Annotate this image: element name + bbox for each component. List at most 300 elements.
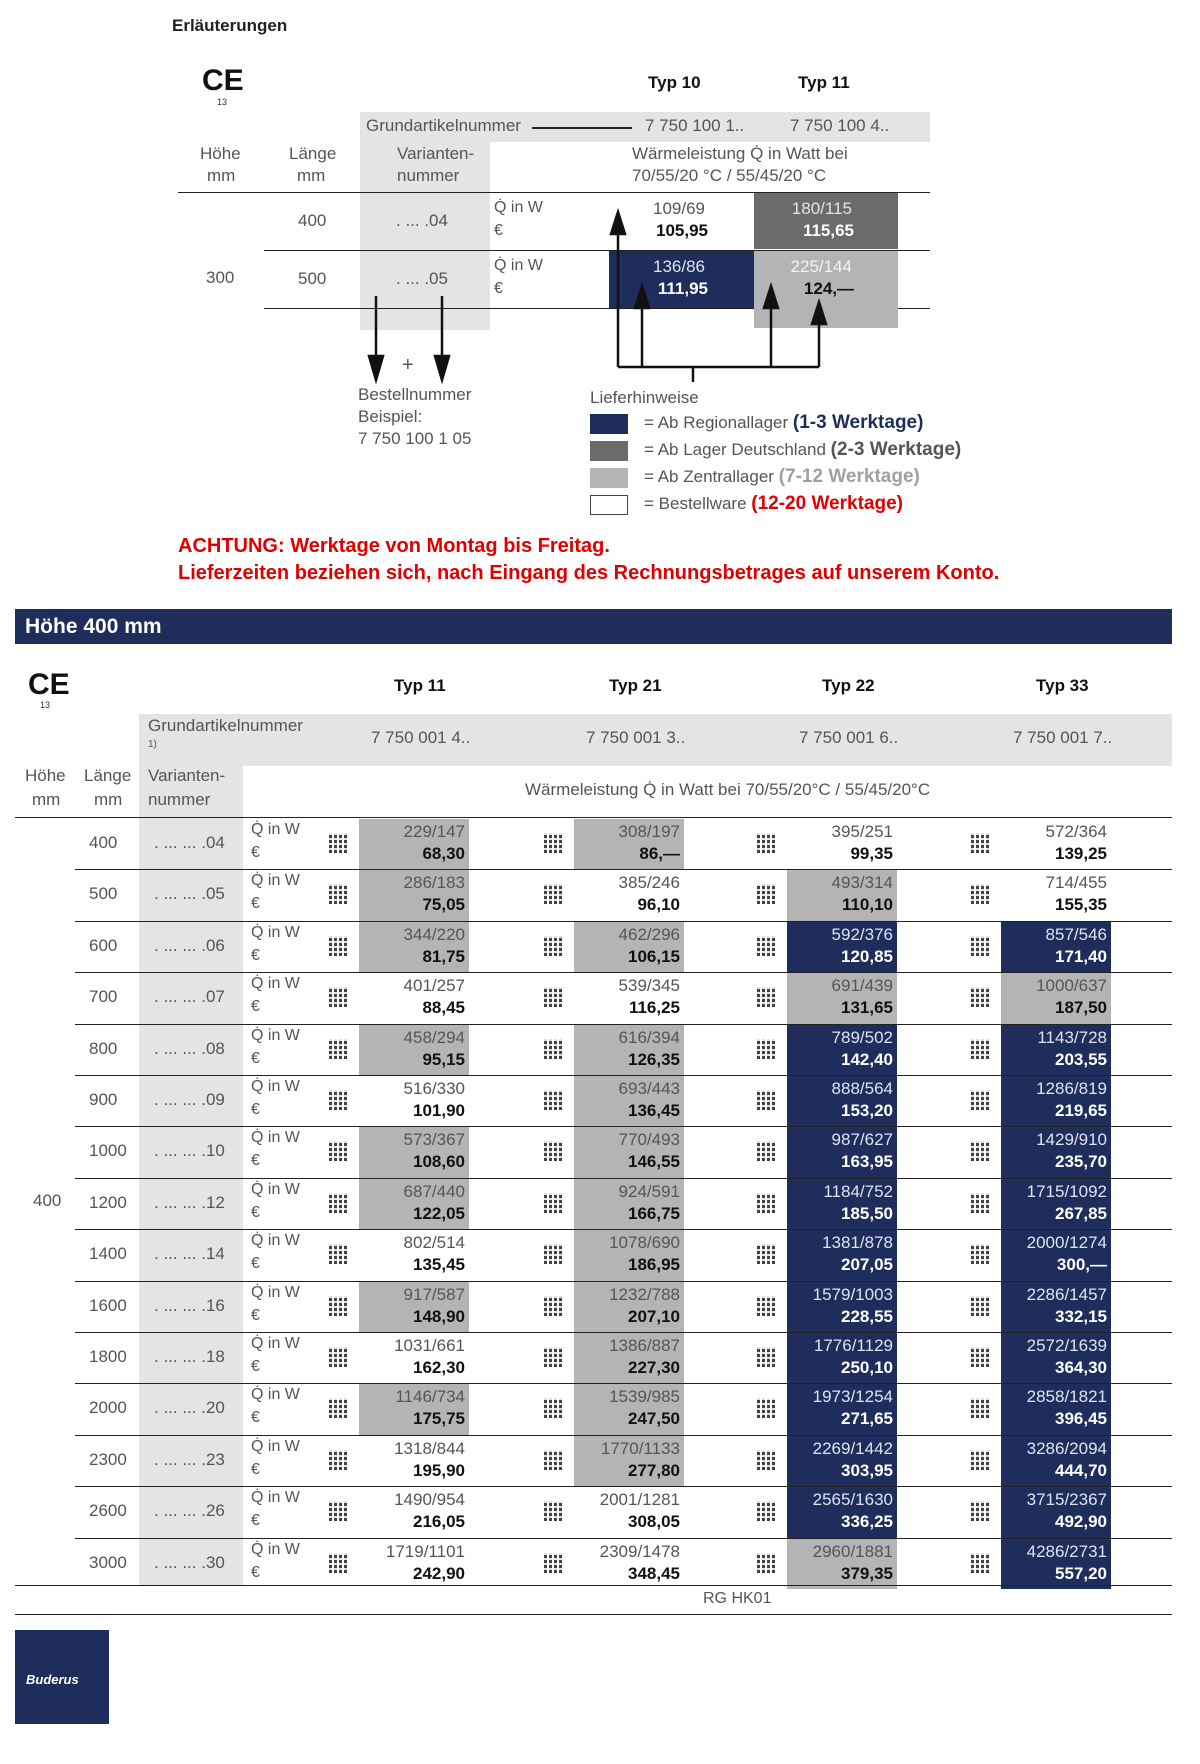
cell-value: 225/144 [790, 257, 852, 276]
price: 146,55 [628, 1152, 680, 1172]
price: 336,25 [841, 1512, 893, 1532]
euro-label: € [251, 1563, 260, 1581]
price: 303,95 [841, 1460, 893, 1480]
heat-output: 1715/1092 [1026, 1181, 1107, 1201]
datamatrix-icon [971, 833, 991, 853]
q-label: Q̇ in W [251, 1540, 300, 1558]
datamatrix-icon [329, 1193, 349, 1213]
divider [75, 1126, 1172, 1127]
heat-output: 1078/690 [609, 1233, 680, 1253]
laenge-value: 2600 [89, 1501, 127, 1521]
variant-value: . ... .05 [396, 269, 448, 288]
price: 271,65 [841, 1409, 893, 1429]
price-cell [787, 1487, 897, 1537]
price-cell [1001, 1333, 1111, 1383]
price-cell [574, 1076, 684, 1126]
legend-text: = Ab Regionallager [644, 413, 789, 432]
price: 162,30 [413, 1358, 465, 1377]
laenge-value: 1200 [89, 1192, 127, 1212]
price-cell [359, 1076, 469, 1126]
price: 110,10 [841, 895, 893, 915]
grundartikel-line [532, 127, 632, 129]
heat-output: 2960/1881 [812, 1541, 893, 1561]
warning-line-1: ACHTUNG: Werktage von Montag bis Freitag. [178, 535, 610, 557]
price-cell [574, 1333, 684, 1383]
laenge-value: 400 [298, 211, 327, 230]
heat-output: 616/394 [618, 1027, 680, 1047]
datamatrix-icon [544, 1501, 564, 1521]
variant-value: . ... ... .09 [154, 1090, 225, 1109]
cell-price: 115,65 [802, 221, 854, 240]
laenge-value: 600 [89, 935, 118, 955]
price-cell [787, 1230, 897, 1280]
datamatrix-icon [971, 884, 991, 904]
heat-output: 1146/734 [395, 1387, 465, 1407]
price-cell [359, 973, 469, 1023]
divider [75, 1075, 1172, 1076]
price-cell [1001, 1230, 1111, 1280]
datamatrix-icon [544, 1398, 564, 1418]
datamatrix-icon [329, 833, 349, 853]
heat-output: 572/364 [1045, 822, 1107, 841]
price: 242,90 [413, 1563, 465, 1583]
price: 277,80 [628, 1460, 680, 1480]
price-cell [574, 870, 684, 920]
price: 187,50 [1055, 998, 1107, 1018]
type-header: Typ 21 [609, 676, 662, 695]
heat-output: 462/296 [618, 924, 680, 944]
heat-output: 1232/788 [609, 1284, 680, 1304]
euro-label: € [251, 1460, 260, 1478]
datamatrix-icon [971, 1193, 991, 1213]
datamatrix-icon [757, 833, 777, 853]
price-cell [1001, 1282, 1111, 1332]
euro-label: € [251, 1101, 260, 1118]
euro-label: € [251, 1512, 260, 1530]
price-cell [574, 1282, 684, 1332]
variant-value: . ... ... .08 [154, 1038, 225, 1058]
price: 131,65 [841, 998, 893, 1018]
variant-value: . ... ... .23 [154, 1449, 225, 1469]
datamatrix-icon [971, 1347, 991, 1367]
heat-output: 987/627 [831, 1130, 893, 1150]
price-cell [574, 1127, 684, 1177]
price: 139,25 [1055, 844, 1107, 863]
price-cell [574, 973, 684, 1023]
datamatrix-icon [757, 1296, 777, 1316]
q-label: Q̇ in W [251, 923, 300, 941]
heat-output: 789/502 [831, 1027, 893, 1047]
grund-value: 7 750 001 3.. [586, 728, 686, 747]
q-label: Q̇ in W [251, 1180, 300, 1198]
datamatrix-icon [544, 833, 564, 853]
cell-price: 111,95 [657, 279, 708, 298]
datamatrix-icon [544, 1296, 564, 1316]
datamatrix-icon [329, 1398, 349, 1418]
price: 207,05 [841, 1255, 893, 1275]
price-cell [1001, 1539, 1111, 1589]
divider [75, 869, 1172, 870]
delivery-legend [590, 412, 1010, 522]
price-cell [574, 1384, 684, 1434]
datamatrix-icon [971, 987, 991, 1007]
price-cell [1001, 922, 1111, 972]
price-cell [359, 922, 469, 972]
price-cell [1001, 870, 1111, 920]
price-cell [574, 1436, 684, 1486]
heat-output: 1381/878 [822, 1233, 893, 1253]
euro-label: € [251, 1049, 260, 1067]
price-cell [787, 1436, 897, 1486]
waerme-label-1: Wärmeleistung Q̇ in Watt bei [632, 144, 848, 163]
heat-output: 539/345 [618, 976, 680, 996]
datamatrix-icon [971, 1501, 991, 1521]
laenge-unit: mm [297, 166, 326, 185]
grund-value: 7 750 001 4.. [371, 728, 471, 747]
datamatrix-icon [544, 1141, 564, 1161]
datamatrix-icon [757, 1141, 777, 1161]
price-cell [1001, 1127, 1111, 1177]
datamatrix-icon [329, 1450, 349, 1470]
cell-price: 124,— [803, 279, 854, 298]
euro-label: € [251, 946, 260, 964]
price: 81,75 [422, 946, 465, 966]
datamatrix-icon [757, 1193, 777, 1213]
price: 247,50 [628, 1409, 680, 1429]
price-cell [359, 1127, 469, 1177]
legend-text: = Ab Lager Deutschland [644, 440, 826, 459]
price: 106,15 [628, 946, 680, 966]
variant-value: . ... ... .18 [154, 1347, 225, 1366]
heat-output: 857/546 [1045, 924, 1107, 944]
warning-line-2: Lieferzeiten beziehen sich, nach Eingang des Rechnungsbetrages auf unserem Konto. [178, 562, 1000, 584]
typ10-header: Typ 10 [648, 73, 701, 92]
price-cell [1001, 819, 1111, 869]
heat-output: 458/294 [403, 1027, 465, 1047]
euro-label: € [494, 280, 503, 297]
heat-output: 229/147 [403, 822, 465, 841]
datamatrix-icon [544, 1193, 564, 1213]
bestell-example: 7 750 100 1 05 [358, 429, 472, 448]
laenge-value: 1000 [89, 1141, 127, 1161]
price-cell [574, 819, 684, 869]
heat-output: 1031/661 [394, 1336, 465, 1355]
heat-output: 1539/985 [609, 1387, 680, 1407]
datamatrix-icon [329, 1244, 349, 1264]
heat-output: 395/251 [831, 822, 893, 841]
datamatrix-icon [971, 1090, 991, 1110]
datamatrix-icon [544, 936, 564, 956]
datamatrix-icon [971, 1450, 991, 1470]
q-label: Q̇ in W [494, 199, 543, 216]
divider [75, 1024, 1172, 1025]
price-cell [787, 973, 897, 1023]
price-cell [1001, 1025, 1111, 1075]
datamatrix-icon [971, 1398, 991, 1418]
price: 163,95 [841, 1152, 893, 1172]
price-cell [1001, 1436, 1111, 1486]
heat-output: 385/246 [618, 873, 680, 893]
price: 153,20 [841, 1101, 893, 1120]
heat-output: 2858/1821 [1026, 1387, 1107, 1407]
legend-highlight: (12-20 Werktage) [751, 493, 903, 514]
price: 166,75 [628, 1203, 680, 1223]
hoehe-label: Höhe [200, 144, 241, 163]
price: 364,30 [1055, 1358, 1107, 1377]
price: 235,70 [1055, 1152, 1107, 1172]
price: 122,05 [413, 1203, 465, 1223]
grund-typ11: 7 750 100 4.. [790, 116, 890, 135]
price: 557,20 [1055, 1563, 1107, 1583]
price: 148,90 [413, 1306, 465, 1326]
liefer-title: Lieferhinweise [590, 388, 699, 407]
datamatrix-icon [757, 1090, 777, 1110]
price: 68,30 [422, 844, 465, 863]
legend-swatch [590, 468, 628, 488]
datamatrix-icon [757, 1347, 777, 1367]
divider [75, 1435, 1172, 1436]
laenge-value: 500 [89, 884, 118, 904]
variant-value: . ... ... .12 [154, 1192, 225, 1212]
price: 99,35 [850, 844, 893, 863]
section-header [15, 609, 1172, 644]
datamatrix-icon [757, 936, 777, 956]
cell-value: 180/115 [791, 199, 852, 218]
hoehe-label: Höhe [25, 766, 66, 785]
heat-output: 592/376 [831, 924, 893, 944]
laenge-unit: mm [94, 790, 123, 809]
legend-swatch [590, 441, 628, 461]
q-label: Q̇ in W [251, 1026, 300, 1044]
divider [75, 972, 1172, 973]
price: 492,90 [1055, 1512, 1107, 1532]
datamatrix-icon [971, 1553, 991, 1573]
price-cell [359, 1384, 469, 1434]
price: 88,45 [422, 998, 465, 1018]
price-cell [787, 1127, 897, 1177]
variant-label-1: Varianten- [397, 144, 475, 163]
type-header: Typ 22 [822, 676, 875, 695]
datamatrix-icon [544, 1039, 564, 1059]
price: 228,55 [841, 1306, 893, 1326]
grundartikel-note: 1) [148, 739, 157, 750]
price: 379,35 [841, 1563, 893, 1583]
laenge-value: 3000 [89, 1552, 127, 1572]
variant-value: . ... ... .16 [154, 1295, 225, 1315]
datamatrix-icon [329, 1347, 349, 1367]
laenge-value: 2300 [89, 1449, 127, 1469]
heat-output: 1318/844 [394, 1438, 465, 1458]
laenge-label: Länge [289, 144, 337, 163]
price: 142,40 [841, 1049, 893, 1069]
heat-output: 308/197 [618, 822, 680, 841]
divider [75, 1486, 1172, 1487]
datamatrix-icon [757, 987, 777, 1007]
q-label: Q̇ in W [251, 821, 300, 838]
ce-sub: 13 [40, 700, 51, 710]
euro-label: € [251, 1255, 260, 1273]
price: 120,85 [841, 946, 893, 966]
grund-typ10: 7 750 100 1.. [645, 116, 745, 135]
heat-output: 1490/954 [394, 1490, 465, 1510]
euro-label: € [251, 1306, 260, 1324]
variant-label-2: nummer [397, 166, 460, 185]
price-cell [787, 1384, 897, 1434]
price: 75,05 [422, 895, 465, 915]
heat-output: 493/314 [831, 873, 893, 893]
heat-output: 691/439 [831, 976, 893, 996]
price: 195,90 [413, 1460, 465, 1480]
price: 171,40 [1055, 946, 1107, 966]
price-cell [359, 1487, 469, 1537]
section-title-erlaeuterungen: Erläuterungen [172, 16, 288, 35]
datamatrix-icon [329, 1039, 349, 1059]
q-label: Q̇ in W [251, 1283, 300, 1301]
price: 101,90 [413, 1101, 465, 1120]
price: 396,45 [1055, 1409, 1107, 1429]
brand-name: Buderus [26, 1672, 79, 1687]
price: 444,70 [1055, 1460, 1107, 1480]
heat-output: 2001/1281 [599, 1490, 680, 1510]
price-cell [1001, 1179, 1111, 1229]
divider [75, 921, 1172, 922]
price-cell [787, 1282, 897, 1332]
heat-output: 2309/1478 [599, 1541, 680, 1561]
datamatrix-icon [544, 884, 564, 904]
datamatrix-icon [329, 1090, 349, 1110]
price: 175,75 [413, 1409, 465, 1429]
hoehe-value: 400 [33, 1191, 62, 1210]
euro-label: € [251, 844, 260, 861]
heat-output: 1776/1129 [813, 1336, 893, 1355]
price-cell [787, 1179, 897, 1229]
laenge-value: 400 [89, 833, 118, 852]
price: 108,60 [413, 1152, 465, 1172]
price-cell [574, 1539, 684, 1589]
laenge-value: 900 [89, 1090, 118, 1109]
heat-output: 1770/1133 [600, 1438, 680, 1458]
price-cell [574, 1487, 684, 1537]
laenge-value: 1400 [89, 1244, 127, 1264]
datamatrix-icon [757, 1450, 777, 1470]
datamatrix-icon [971, 1039, 991, 1059]
divider [75, 1178, 1172, 1179]
buderus-logo [15, 1630, 109, 1724]
heat-output: 1000/637 [1036, 976, 1107, 996]
euro-label: € [251, 1203, 260, 1221]
price: 86,— [639, 844, 680, 863]
price-cell [574, 1025, 684, 1075]
heat-output: 693/443 [618, 1079, 680, 1098]
euro-label: € [251, 998, 260, 1016]
variant-label-1: Varianten- [148, 766, 226, 785]
datamatrix-icon [544, 1244, 564, 1264]
datamatrix-icon [329, 1501, 349, 1521]
price-cell [359, 1179, 469, 1229]
price-cell [787, 922, 897, 972]
price: 267,85 [1055, 1203, 1107, 1223]
heat-output: 924/591 [618, 1181, 680, 1201]
q-label: Q̇ in W [251, 1335, 300, 1352]
legend-swatch [590, 414, 628, 434]
datamatrix-icon [329, 936, 349, 956]
datamatrix-icon [971, 1244, 991, 1264]
heat-output: 1429/910 [1036, 1130, 1107, 1150]
q-label: Q̇ in W [251, 872, 300, 890]
heat-output: 1386/887 [609, 1336, 680, 1355]
q-label: Q̇ in W [251, 1129, 300, 1147]
variant-value: . ... ... .20 [154, 1398, 225, 1418]
laenge-value: 2000 [89, 1398, 127, 1418]
datamatrix-icon [544, 1347, 564, 1367]
laenge-value: 1800 [89, 1347, 127, 1366]
variant-value: . ... ... .06 [154, 935, 225, 955]
heat-output: 1579/1003 [812, 1284, 893, 1304]
heat-output: 344/220 [403, 924, 465, 944]
datamatrix-icon [329, 1141, 349, 1161]
heat-output: 1184/752 [823, 1181, 893, 1201]
grundartikel-label: Grundartikelnummer [148, 716, 303, 735]
legend-highlight: (2-3 Werktage) [830, 439, 962, 460]
price: 185,50 [841, 1203, 893, 1223]
datamatrix-icon [757, 1244, 777, 1264]
datamatrix-icon [329, 1553, 349, 1573]
variant-value: . ... ... .07 [154, 987, 225, 1007]
legend-text: = Ab Zentrallager [644, 467, 774, 486]
heat-output: 2286/1457 [1026, 1284, 1107, 1304]
divider [75, 1229, 1172, 1230]
heat-output: 714/455 [1045, 873, 1107, 893]
euro-label: € [251, 1358, 260, 1375]
hoehe-value: 300 [206, 268, 235, 287]
cell-value: 136/86 [653, 257, 705, 276]
price: 250,10 [841, 1358, 893, 1377]
heat-output: 1286/819 [1036, 1079, 1107, 1098]
ce-sub: 13 [217, 97, 228, 107]
datamatrix-icon [757, 1501, 777, 1521]
grund-value: 7 750 001 7.. [1013, 728, 1113, 747]
price: 300,— [1056, 1255, 1107, 1275]
q-label: Q̇ in W [251, 1437, 300, 1455]
grundartikel-label: Grundartikelnummer [366, 116, 521, 135]
divider [15, 1614, 1172, 1615]
divider [75, 1538, 1172, 1539]
variant-value: . ... .04 [396, 211, 448, 230]
datamatrix-icon [757, 1039, 777, 1059]
plus-sign: + [402, 354, 414, 376]
cell-price: 105,95 [656, 221, 708, 240]
laenge-value: 800 [89, 1038, 118, 1058]
cell-value: 109/69 [653, 199, 705, 218]
price: 207,10 [628, 1306, 680, 1326]
q-label: Q̇ in W [494, 257, 543, 274]
heat-output: 1143/728 [1037, 1027, 1107, 1047]
heat-output: 888/564 [831, 1079, 893, 1098]
euro-label: € [251, 1409, 260, 1427]
datamatrix-icon [757, 884, 777, 904]
datamatrix-icon [544, 1090, 564, 1110]
waerme-label-2: 70/55/20 °C / 55/45/20 °C [632, 166, 827, 185]
variant-label-2: nummer [148, 790, 211, 809]
legend-text: = Bestellware [644, 494, 747, 513]
waerme-label: Wärmeleistung Q̇ in Watt bei 70/55/20°C / 55/45/20°C [525, 780, 931, 799]
price: 186,95 [628, 1255, 680, 1275]
hoehe-unit: mm [32, 790, 61, 809]
price: 126,35 [628, 1049, 680, 1069]
price-cell [359, 1282, 469, 1332]
euro-label: € [251, 895, 260, 913]
legend-highlight: (1-3 Werktage) [792, 412, 924, 433]
